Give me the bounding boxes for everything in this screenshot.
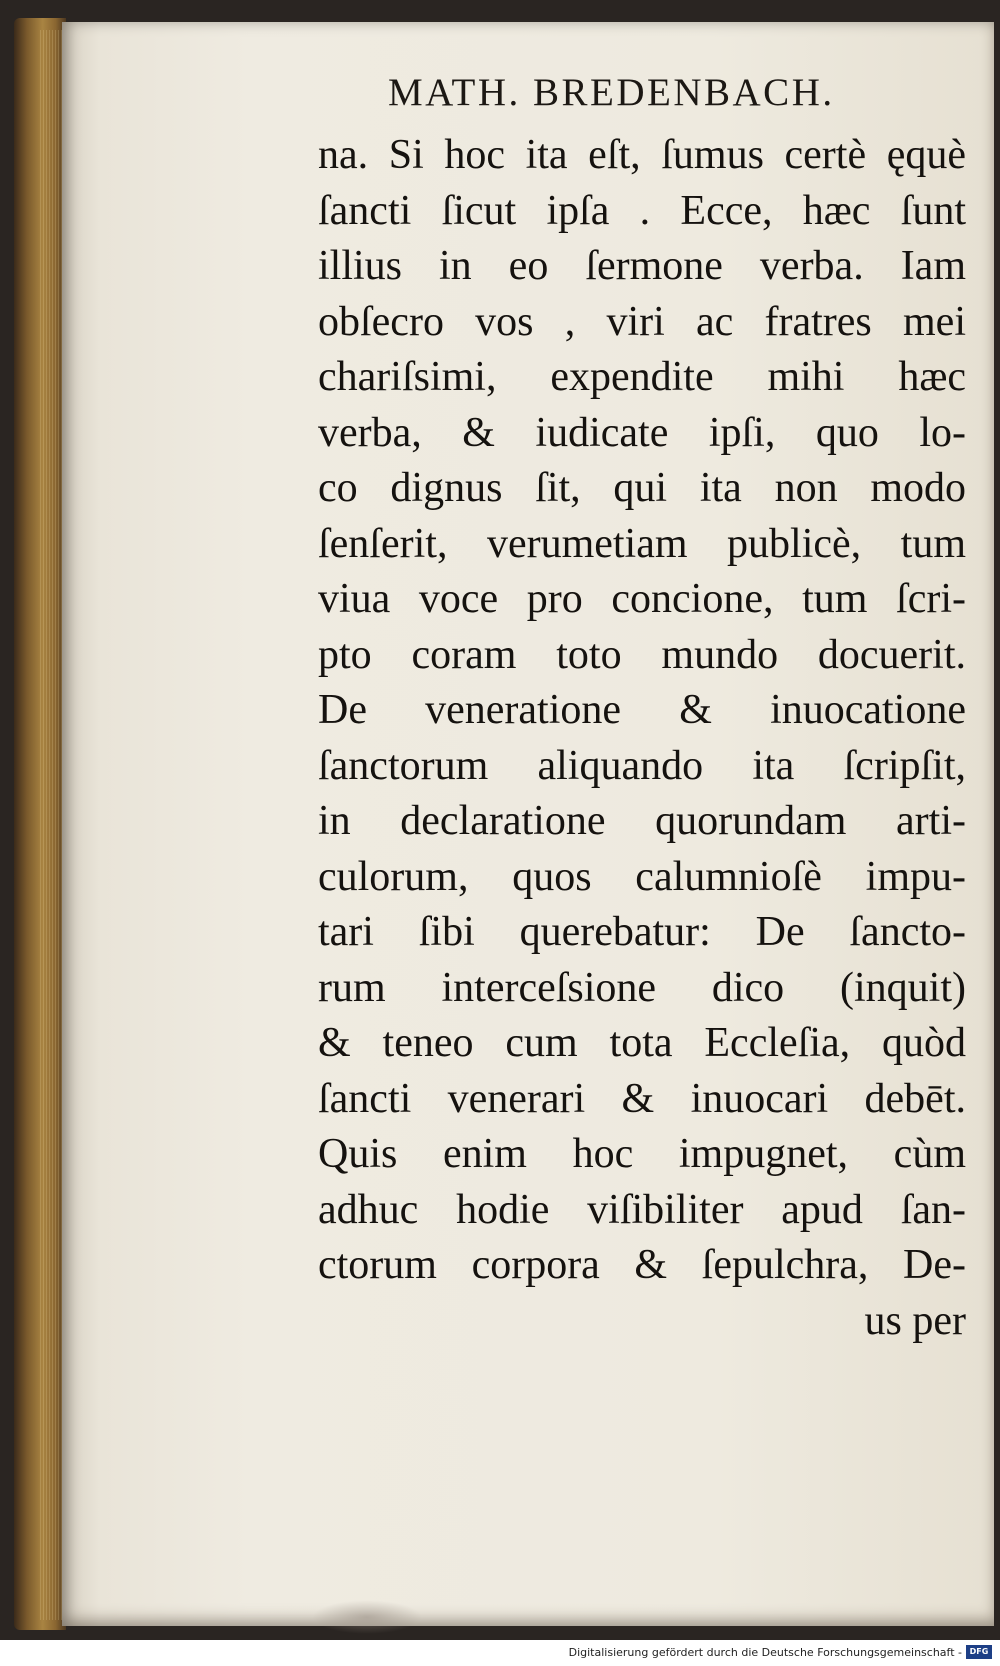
text-line: ſenſerit, verumetiam publicè, tum: [318, 520, 966, 567]
running-head: MATH. BREDENBACH.: [388, 71, 835, 114]
paper-stain: [312, 1600, 422, 1634]
text-line: illius in eo ſermone verba. Iam: [318, 243, 966, 289]
text-line: na. Si hoc ita eſt, ſumus certè ęquè: [318, 132, 966, 178]
text-line: chariſsimi, expendite mihi hæc: [318, 354, 966, 400]
text-line: in declaratione quorundam arti-: [318, 798, 966, 844]
funding-credit: Digitalisierung gefördert durch die Deutsche Forschungsgemeinschaft -: [568, 1646, 962, 1659]
dfg-logo: DFG: [966, 1645, 992, 1659]
text-line: tari ſibi querebatur: De ſancto-: [318, 909, 966, 955]
text-line: co dignus ſit, qui ita non modo: [318, 465, 966, 511]
text-line: De veneratione & inuocatione: [318, 687, 966, 733]
text-line: rum interceſsione dico (inquit): [318, 964, 966, 1011]
text-line: ſanctorum aliquando ita ſcripſit,: [318, 742, 966, 789]
text-line: & teneo cum tota Eccleſia, quòd: [318, 1020, 966, 1066]
text-line: pto coram toto mundo docuerit.: [318, 631, 966, 678]
text-line: Quis enim hoc impugnet, cùm: [318, 1131, 966, 1177]
text-line: ſancti ſicut ipſa . Ecce, hæc ſunt: [318, 187, 966, 234]
text-line: culorum, quos calumnioſè impu-: [318, 853, 966, 900]
catchword: us per: [864, 1297, 966, 1344]
text-line: adhuc hodie viſibiliter apud ſan-: [318, 1186, 966, 1233]
text-line: ſancti venerari & inuocari debēt.: [318, 1075, 966, 1122]
text-line: viua voce pro concione, tum ſcri-: [318, 576, 966, 622]
page-edges: [40, 30, 62, 1620]
text-line: ctorum corpora & ſepulchra, De-: [318, 1242, 966, 1288]
digitization-footer: [0, 1640, 1000, 1666]
text-line: obſecro vos , viri ac fratres mei: [318, 298, 966, 345]
body-text: [318, 128, 966, 1349]
text-line: verba, & iudicate ipſi, quo lo-: [318, 409, 966, 456]
